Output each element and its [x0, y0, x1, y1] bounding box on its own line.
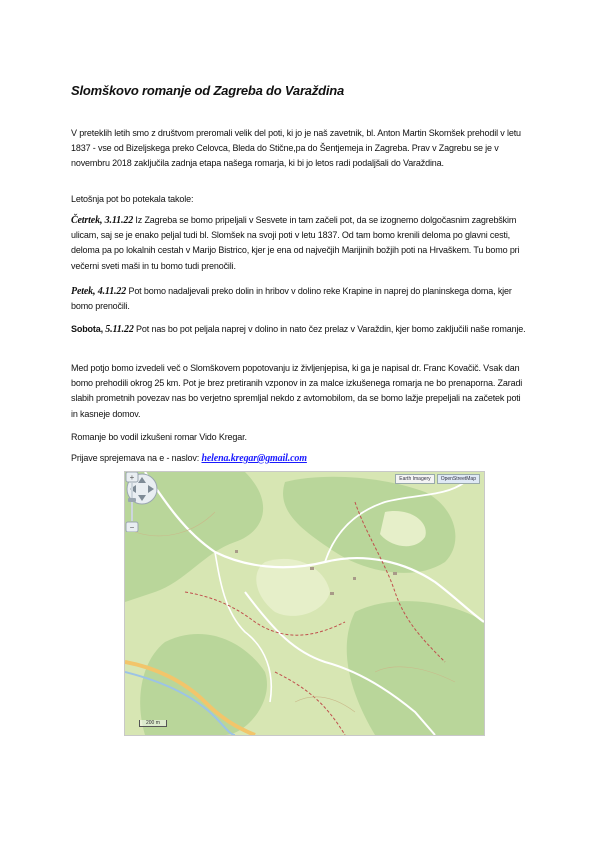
- route-map[interactable]: [124, 471, 485, 736]
- svg-text:−: −: [129, 523, 135, 532]
- day-saturday-text: Pot nas bo pot peljala naprej v dolino in nato čez prelaz v Varaždin, kjer bomo zaključili naše romanje.: [133, 324, 526, 334]
- plan-intro: Letošnja pot bo potekala takole:: [71, 194, 194, 204]
- layer-switcher: [395, 474, 480, 484]
- email-link[interactable]: helena.kregar@gmail.com: [201, 453, 307, 464]
- map-canvas: [125, 472, 484, 735]
- day-saturday-label-a: Sobota,: [71, 324, 103, 334]
- document-title: Slomškovo romanje od Zagreba do Varaždina: [71, 83, 345, 98]
- intro-paragraph: V preteklih letih smo z društvom preromali velik del poti, ki jo je naš zavetnik, bl. Anton Martin Skomšek prehodil v letu 1837 - vse od Bizeljskega preko Celovca, Bleda do Stične,pa do Šentjemeja in Zagreba. Prav v Zagrebu se je v novembru 2018 zaključila zadnja etapa našega romarja, ki bi jo letos radi podaljšali do Varaždina.: [71, 128, 521, 169]
- signup-label: Prijave sprejemava na e - naslov:: [71, 453, 202, 463]
- day-saturday-label-b: 5.11.22: [102, 324, 134, 335]
- signup-line: [71, 451, 526, 466]
- info-paragraph: Med potjo bomo izvedeli več o Slomškovem popotovanju iz življenjepisa, ki ga je napisal dr. Franc Kovačič. Vsak dan bomo prehodili okrog 25 km. Pot je brez pretiranih vzponov in za malce izkušenega romarja ne bo prenaporna. Zaradi slabih prometnih povezav nas bo verjetno spremljal nekdo z avtomobilom, da se bomo lažje prepeljali na začetek poti in kasneje domov.: [71, 363, 523, 419]
- map-scale: 200 m: [139, 720, 167, 727]
- day-thursday-text: Iz Zagreba se bomo pripeljali v Sesvete in tam začeli pot, da se izognemo dolgočasnim zagrebškim ulicam, saj se je enako peljal tudi bl. Slomšek na svoji poti v letu 1837. Od tam bomo krenili deloma po glavni cesti, deloma pa po lokalnih cestah v Marijo Bistrico, kjer je ena od največjih Marijinih božjih poti na Hrvaškem. Tu bomo pri večerni sveti maši in tu bomo tudi prenočili.: [71, 215, 520, 271]
- layer-button-earth[interactable]: Earth Imagery: [395, 474, 434, 484]
- day-friday-text: Pot bomo nadaljevali preko dolin in hribov v dolino reke Krapine in naprej do planinskega doma, kjer bomo prenočili.: [71, 286, 512, 312]
- day-thursday-label: Četrtek, 3.11.22: [71, 215, 134, 226]
- leader-line: Romanje bo vodil izkušeni romar Vido Kregar.: [71, 432, 247, 442]
- day-saturday: [71, 322, 526, 337]
- day-friday-label: Petek, 4.11.22: [71, 286, 127, 297]
- day-friday: [71, 284, 526, 314]
- day-thursday: [71, 213, 526, 274]
- layer-button-osm[interactable]: OpenStreetMap: [437, 474, 480, 484]
- zoom-control[interactable]: [125, 472, 139, 532]
- svg-text:+: +: [129, 473, 135, 482]
